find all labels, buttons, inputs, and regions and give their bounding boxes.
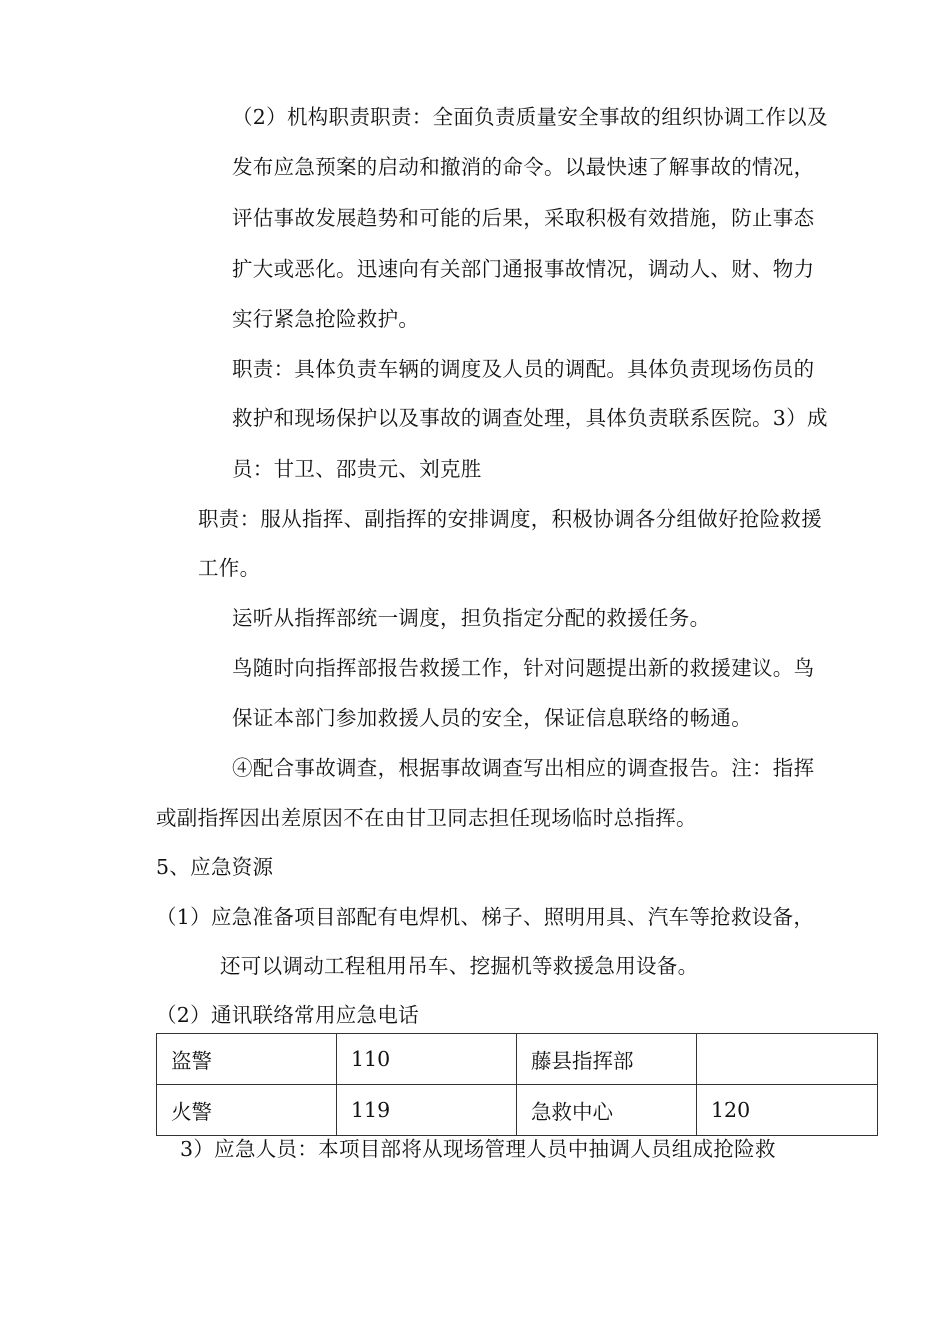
- table-cell: 火警: [157, 1085, 337, 1136]
- paragraph-line: 还可以调动工程租用吊车、挖掘机等救援急用设备。: [220, 954, 699, 978]
- table-cell: 120: [697, 1085, 878, 1136]
- paragraph-line: （2）通讯联络常用应急电话: [156, 1003, 419, 1027]
- paragraph-line: 保证本部门参加救援人员的安全，保证信息联络的畅通。: [232, 706, 752, 730]
- paragraph-line: 职责：具体负责车辆的调度及人员的调配。具体负责现场伤员的: [232, 357, 815, 381]
- paragraph-line: 员：甘卫、邵贵元、刘克胜: [232, 457, 482, 481]
- emergency-phone-table: [156, 1033, 878, 1136]
- paragraph-line: 鸟随时向指挥部报告救援工作，针对问题提出新的救援建议。鸟: [232, 656, 815, 680]
- paragraph-line: （2）机构职责职责：全面负责质量安全事故的组织协调工作以及: [232, 105, 828, 129]
- table-row: [157, 1085, 878, 1136]
- paragraph-line: 评估事故发展趋势和可能的后果，采取积极有效措施，防止事态: [232, 206, 815, 230]
- paragraph-line: 工作。: [198, 556, 261, 580]
- table-cell: 119: [337, 1085, 517, 1136]
- paragraph-line: 3）应急人员：本项目部将从现场管理人员中抽调人员组成抢险救: [180, 1137, 776, 1161]
- paragraph-line: 运听从指挥部统一调度，担负指定分配的救援任务。: [232, 606, 711, 630]
- paragraph-line: 救护和现场保护以及事故的调查处理，具体负责联系医院。3）成: [232, 406, 828, 430]
- paragraph-line: ④配合事故调查，根据事故调查写出相应的调查报告。注：指挥: [232, 756, 815, 780]
- paragraph-line: 职责：服从指挥、副指挥的安排调度，积极协调各分组做好抢险救援: [198, 507, 822, 531]
- table-cell: 急救中心: [517, 1085, 697, 1136]
- paragraph-line: （1）应急准备项目部配有电焊机、梯子、照明用具、汽车等抢救设备，: [156, 905, 815, 929]
- paragraph-line: 实行紧急抢险救护。: [232, 307, 420, 331]
- table-cell: [697, 1034, 878, 1085]
- section-heading: 5、应急资源: [156, 855, 274, 879]
- table-cell: 110: [337, 1034, 517, 1085]
- paragraph-line: 扩大或恶化。迅速向有关部门通报事故情况，调动人、财、物力: [232, 257, 815, 281]
- paragraph-line: 发布应急预案的启动和撤消的命令。以最快速了解事故的情况，: [232, 155, 815, 179]
- paragraph-line: 或副指挥因出差原因不在由甘卫同志担任现场临时总指挥。: [156, 806, 697, 830]
- table-row: [157, 1034, 878, 1085]
- table-cell: 盗警: [157, 1034, 337, 1085]
- table-cell: 藤县指挥部: [517, 1034, 697, 1085]
